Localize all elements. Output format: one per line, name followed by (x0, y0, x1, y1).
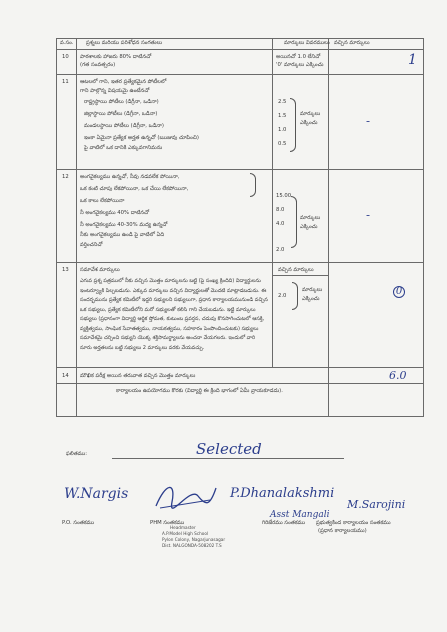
row-11-line: ఇంకా ఏమైనా ప్రత్యేక అర్హత ఉన్నచో (ఋజువు చూపించి) (84, 135, 199, 141)
row-10-line: పాఠశాలకు హాజరు 80% దాటినచో (80, 54, 152, 60)
row-13-awarded: 0 (393, 286, 405, 298)
office-use-note: కార్యాలయం ఉపయోగము కొరకు (విద్యార్థి ఈ క్రింది భాగంలో ఏమీ వ్రాయకూడదు). (116, 388, 283, 394)
row-11-score: 0.5 (278, 141, 287, 147)
row-13-label: మార్కులు (302, 287, 323, 293)
row-11-line: రాష్ట్రస్థాయి పోటీలు (డిగ్రీనా, ఒడినా) (84, 99, 159, 105)
row-11-awarded: - (366, 114, 371, 128)
signature-extra: Asst Mangali (270, 510, 330, 520)
phm-signature-scribble (150, 478, 220, 514)
row-12-line: వర్తించనిచో (80, 242, 103, 248)
row-11-score: 1.0 (278, 127, 287, 133)
result-value: Selected (196, 440, 262, 458)
row-12-scores-brace (291, 196, 297, 248)
row-12-score: 8.0 (276, 207, 285, 213)
signature-po: W.Nargis (64, 486, 129, 502)
row-11-number: 11 (62, 79, 69, 85)
result-line (112, 458, 344, 459)
row-12-line: నీ అంగవైకల్యము 40-30% మద్య ఉన్నచో (80, 222, 168, 228)
row-11-brace (290, 98, 296, 152)
row-13-brace (292, 282, 298, 310)
row-12-number: 12 (62, 174, 69, 180)
row-11-score: 1.5 (278, 113, 287, 119)
header-marks-detail: మార్కులు వివరములు (284, 40, 330, 46)
row-10-awarded: 1 (408, 52, 417, 68)
row-10-marks-detail: అయినచో 1.0 లేనిచో (276, 54, 321, 60)
office-signature-title: ప్రభుత్వకింద కార్యాలయం సంతకము (316, 520, 391, 526)
row-13-score: 2.0 (278, 293, 287, 299)
row-12-line: నీ అంగవైకల్యము 40% దాటినచో (80, 210, 150, 216)
header-awarded: వచ్చిన మార్కులు (334, 40, 370, 46)
header-items: ప్రశ్నలు మరియు పరిశోధన సంగతులు (86, 40, 163, 46)
row-11-line: ఆటలలో గాని, ఇతర ప్రత్యేకమైన పోటీలలో (80, 79, 167, 85)
row-13-label: ఎక్కించు (302, 296, 320, 302)
row-11-line: మండలస్థాయి పోటీలు (డిగ్రీనా, ఒడినా) (84, 123, 164, 129)
row-13-number: 13 (62, 267, 69, 273)
row-12-brace (250, 173, 256, 197)
stamp-line: Pylon Colony, Nagarjunasagar (162, 537, 226, 542)
row-10-line: (గత సంవత్సరం) (80, 62, 116, 68)
row-12-awarded: - (366, 208, 371, 222)
header-sno: వ.సం. (60, 40, 74, 46)
row-11-line: పై వాటిలో ఒక దానికి ఎక్కువగానిమను (84, 145, 163, 151)
row-12-score: 15.00 (276, 193, 292, 199)
po-signature-title: P.O. సంతకము (62, 520, 95, 526)
row-11-label: మార్కులు (300, 111, 321, 117)
row-10-number: 10 (62, 54, 69, 60)
row-14-title: మౌఖిక పరీక్ష అయిన తరువాత వచ్చిన మొత్తం మార్కులు (80, 373, 196, 379)
result-label: ఫలితము: (66, 451, 87, 457)
row-13-title: సమావేశ మార్కులు (80, 267, 120, 273)
row-12-score: 2.0 (276, 247, 285, 253)
member-signature-title: గిరిజేరము సంతకము (262, 520, 306, 526)
row-12-line: నీకు అంగవైకల్యము ఉండి పై వాటిలో ఏది (80, 232, 165, 238)
stamp-line: Dist. NALGONDA-508202 T.S (162, 543, 222, 548)
signature-member: P.Dhanalakshmi (230, 486, 335, 501)
row-10-marks-detail: '0' మార్కులు ఎక్కించు (276, 62, 324, 68)
row-14-awarded: 6.0 (389, 369, 407, 382)
row-12-line: ఒక కాలు లేకపోయినా (80, 198, 125, 204)
row-13-sub-header: వచ్చిన మార్కులు (278, 267, 314, 273)
row-12-line: ఒక కంటి చూపు లేకపోయినా, ఒక చేయి లేకపోయినా, (80, 186, 189, 192)
row-11-score: 2.5 (278, 99, 287, 105)
row-12-label: ఎక్కించు (300, 224, 318, 230)
row-12-label: మార్కులు (300, 215, 321, 221)
row-14-number: 14 (62, 373, 69, 379)
row-11-line: గాని పాల్గొన్న విషయమై ఉంటేనచో (80, 88, 150, 94)
row-11-line: జిల్లాస్థాయి పోటీలు (డిగ్రీనా, ఒడినా) (84, 111, 158, 117)
stamp-line: A.P.Model High School (162, 531, 209, 536)
marks-table (56, 38, 424, 417)
office-note: (ప్రధాన కార్యాలయము) (318, 528, 367, 534)
phm-signature-title: PHM సంతకము (150, 520, 185, 526)
stamp-line: Headmaster (170, 525, 196, 530)
row-11-label: ఎక్కించు (300, 120, 318, 126)
row-12-line: అంగవైకల్యము ఉన్నచో, నీవు నడవలేక పోయినా, (80, 174, 180, 180)
row-12-score: 4.0 (276, 221, 285, 227)
row-13-paragraph: ఎగువ ప్రశ్న పత్రములో నీకు వచ్చిన మొత్తం మార్కులను బట్టి (పై సంఖ్య క్రిందిది) విద్యార్థులను ఇంటర్వ్యూకి పిల్చబడును. ఎక్కువ మార్కులు వచ్చిన విద్యార్థులతో మొదటి మాట్లాడబడును. ఈ సందర్భమును ప్రత్యేక కమిటీలో ఇద్దరి సభ్యులని సభ్యులుగా, ప్రధాన కార్యాలయమునుండి వచ్చిన ఒక సభ్యులు, ప్రత్యేక కమిటీలోని మరో సభ్యులతో కలిసి గాని చేయబడును. ఇట్టి మార్కులు సభ్యులు (ప్రధానంగా విద్యార్థి ఆర్థిక స్తోమత, కుటుంబ ప్రవర్తన, చదువు కొనసాగించుటలో ఆసక్తి, వ్యక్తిత్వము, సాంఘిక సేవాతత్వము, నాయకత్వము, సహకారం పెంపొందించుటకు) సభ్యులు సమావేశమై చర్చించి సభ్యుని యొక్క శక్తిసామర్థ్యాలను అంచనా వేయగలరు. ఇందులో వారి నూరు అర్హతలను బట్టి సభ్యులు 2 మార్కులు వరకు వేయవచ్చు. (80, 278, 268, 351)
signature-office: M.Sarojini (347, 498, 406, 511)
